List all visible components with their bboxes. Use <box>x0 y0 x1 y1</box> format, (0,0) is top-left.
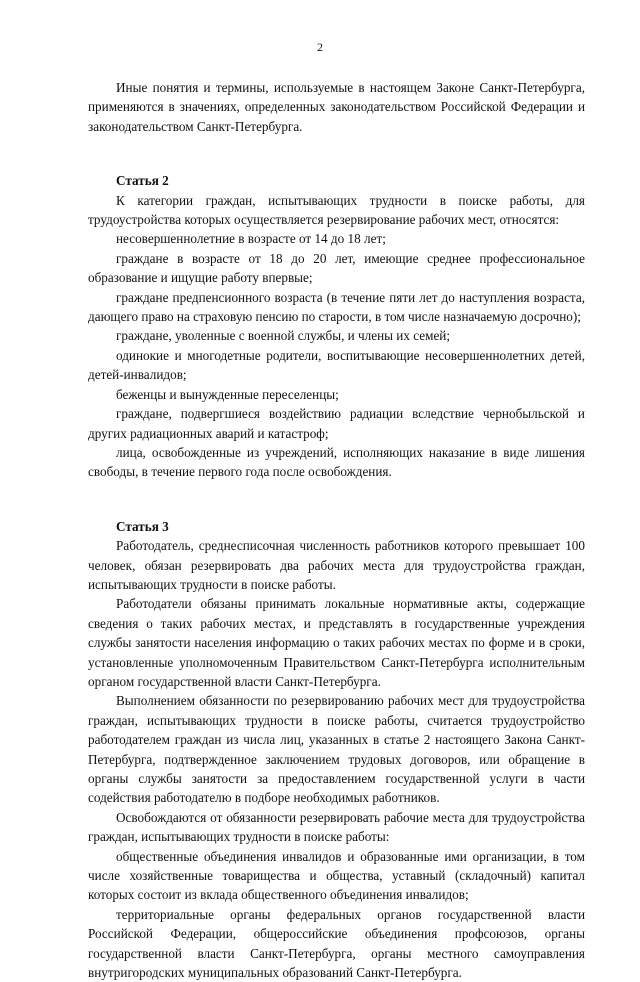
article-3-paragraph: общественные объединения инвалидов и образованные ими организации, в том числе хозяйственные товарищества и общества, уставный (складочный) капитал которых состоит из вклада общественного объединения инвалидов; <box>88 848 585 903</box>
article-2-paragraph: граждане предпенсионного возраста (в течение пяти лет до наступления возраста, дающего право на страховую пенсию по старости, в том числе назначаемую досрочно); <box>88 289 585 325</box>
article-2-heading: Статья 2 <box>116 173 169 189</box>
article-2-paragraph: лица, освобожденные из учреждений, исполняющих наказание в виде лишения свободы, в течение первого года после освобождения. <box>88 444 585 480</box>
article-2-paragraph: беженцы и вынужденные переселенцы; <box>116 386 339 402</box>
article-3-paragraph: Работодатель, среднесписочная численность работников которого превышает 100 человек, обязан резервировать два рабочих места для трудоустройства граждан, испытывающих трудности в поиске работы. <box>88 538 585 592</box>
article-2-paragraph: несовершеннолетние в возрасте от 14 до 18 лет; <box>116 231 386 247</box>
article-3-paragraph: Работодатели обязаны принимать локальные нормативные акты, содержащие сведения о таких рабочих местах, и представлять в государственные учреждения службы занятости населения информацию о таких рабочих местах по форме и в сроки, установленные уполномоченным Правительством Санкт-Петербурга исполнительным органом государственной власти Санкт-Петербурга. <box>88 596 585 689</box>
article-3-paragraph: Выполнением обязанности по резервированию рабочих мест для трудоустройства граждан, испытывающих трудности в поиске работы, считается трудоустройство работодателем граждан из числа лиц, указанных в статье 2 настоящего Закона Санкт-Петербурга, подтвержденное заключением трудовых договоров, или обращение в органы службы занятости за предоставлением государственной услуги в части содействия работодателю в подборе необходимых работников. <box>88 693 585 806</box>
article-2-paragraph: граждане в возрасте от 18 до 20 лет, имеющие среднее профессиональное образование и ищущие работу впервые; <box>88 250 585 286</box>
article-3-paragraph: территориальные органы федеральных органов государственной власти Российской Федерации, общероссийские объединения профсоюзов, органы государственной власти Санкт-Петербурга, органы местного самоуправления внутригородских муниципальных образований Санкт-Петербурга. <box>88 906 585 981</box>
intro-paragraph: Иные понятия и термины, используемые в настоящем Законе Санкт-Петербурга, применяются в значениях, определенных законодательством Российской Федерации и законодательством Санкт-Петербурга. <box>88 80 585 134</box>
article-2-paragraph: граждане, уволенные с военной службы, и члены их семей; <box>116 328 451 344</box>
article-3-heading: Статья 3 <box>116 518 169 534</box>
article-2-paragraph: одинокие и многодетные родители, воспитывающие несовершеннолетних детей, детей-инвалидов; <box>88 347 585 383</box>
document-body <box>88 78 585 982</box>
article-2-paragraph: К категории граждан, испытывающих трудности в поиске работы, для трудоустройства которых осуществляется резервирование рабочих мест, относятся: <box>88 192 585 228</box>
page-number: 2 <box>317 40 323 54</box>
article-2-paragraph: граждане, подвергшиеся воздействию радиации вследствие чернобыльской и других радиационных аварий и катастроф; <box>88 406 585 441</box>
article-3-paragraph: Освобождаются от обязанности резервировать рабочие места для трудоустройства граждан, испытывающих трудности в поиске работы: <box>88 809 585 845</box>
